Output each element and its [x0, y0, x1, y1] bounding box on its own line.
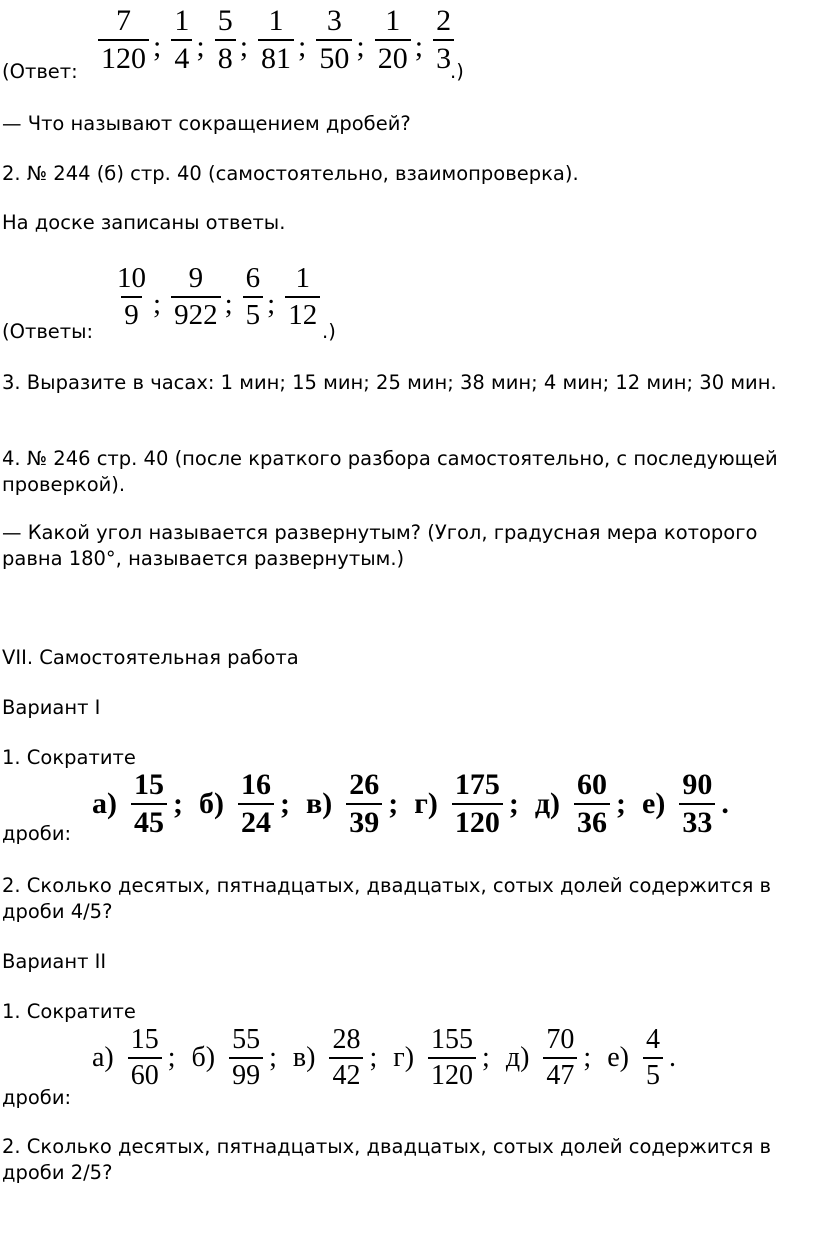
- item-label: б): [199, 787, 224, 820]
- fraction: [329, 1026, 363, 1090]
- fraction: [114, 264, 149, 330]
- variant-1-fractions-row: [92, 770, 739, 838]
- fraction-numerator: 15: [130, 1024, 159, 1055]
- fraction-denominator: 120: [452, 803, 503, 838]
- fraction-numerator: 10: [117, 262, 146, 294]
- separator: ;: [267, 287, 276, 320]
- separator: ;: [616, 787, 626, 820]
- fraction-denominator: 24: [238, 803, 274, 838]
- fraction: [229, 1026, 263, 1090]
- separator: ;: [388, 787, 399, 820]
- separator: ;: [167, 1042, 176, 1073]
- separator: ;: [224, 287, 233, 320]
- fraction-numerator: 16: [241, 768, 271, 801]
- fraction-numerator: 175: [454, 768, 500, 801]
- fraction: [316, 6, 352, 74]
- fraction-denominator: 33: [679, 803, 715, 838]
- answers-suffix: .): [322, 320, 336, 343]
- separator: ;: [583, 1042, 592, 1073]
- fraction-denominator: 36: [574, 803, 610, 838]
- fraction: [128, 1026, 162, 1090]
- fraction: [346, 770, 382, 838]
- fraction-denominator: 5: [243, 296, 264, 330]
- answer-suffix: .): [450, 60, 464, 83]
- board-answers-note: На доске записаны ответы.: [2, 211, 286, 234]
- fraction: [679, 770, 715, 838]
- fraction-denominator: 50: [316, 39, 352, 74]
- item-label: г): [393, 1042, 415, 1073]
- fraction-denominator: 8: [215, 39, 236, 74]
- fraction: [375, 6, 411, 74]
- separator: ;: [414, 30, 424, 63]
- separator: ;: [196, 30, 205, 63]
- separator: ;: [239, 30, 249, 63]
- separator: ;: [508, 787, 519, 820]
- fraction-numerator: 1: [268, 4, 284, 37]
- fraction-numerator: 15: [134, 768, 164, 801]
- question-straight-angle: — Какой угол называется развернутым? (Угол, градусная мера которого равна 180°, называется развернутым.): [2, 521, 758, 570]
- fraction: [243, 264, 264, 330]
- item-label: а): [92, 1042, 114, 1073]
- item-label: в): [292, 1042, 316, 1073]
- fraction-denominator: 120: [428, 1057, 476, 1090]
- answer-fractions-row: [98, 6, 454, 74]
- answers-prefix: (Ответы:: [2, 320, 94, 343]
- task-2: 2. № 244 (б) стр. 40 (самостоятельно, взаимопроверка).: [2, 162, 579, 185]
- separator: ;: [269, 1042, 277, 1073]
- variant-2-task-1-label: 1. Сократите: [2, 1000, 136, 1023]
- question-reduction: — Что называют сокращением дробей?: [2, 112, 411, 135]
- fraction-numerator: 5: [217, 4, 233, 37]
- variant-1-task-1-label: 1. Сократите: [2, 746, 136, 769]
- fraction-numerator: 1: [385, 4, 401, 37]
- separator: .: [668, 1042, 676, 1073]
- fraction-numerator: 26: [349, 768, 380, 801]
- separator: ;: [173, 787, 183, 820]
- fraction-denominator: 12: [285, 296, 320, 330]
- item-label: д): [505, 1042, 530, 1073]
- separator: ;: [482, 1042, 490, 1073]
- task-3: 3. Выразите в часах: 1 мин; 15 мин; 25 мин; 38 мин; 4 мин; 12 мин; 30 мин.: [2, 371, 777, 394]
- fraction-denominator: 99: [229, 1057, 263, 1090]
- separator: ;: [153, 287, 162, 320]
- fraction: [131, 770, 167, 838]
- fraction-denominator: 60: [128, 1057, 162, 1090]
- separator: ;: [298, 30, 307, 63]
- fraction: [171, 264, 221, 330]
- fraction-numerator: 28: [332, 1024, 361, 1055]
- fraction-denominator: 5: [643, 1057, 663, 1090]
- fraction-numerator: 9: [188, 262, 204, 294]
- fraction-denominator: 20: [375, 39, 411, 74]
- separator: ;: [280, 787, 290, 820]
- fraction-numerator: 7: [116, 4, 131, 37]
- fraction-denominator: 9: [121, 296, 142, 330]
- variant-1-task-2: 2. Сколько десятых, пятнадцатых, двадцатых, сотых долей содержится в дроби 4/5?: [2, 874, 772, 923]
- fraction-numerator: 6: [245, 262, 261, 294]
- fraction: [428, 1026, 476, 1090]
- variant-2-task-2: 2. Сколько десятых, пятнадцатых, двадцатых, сотых долей содержится в дроби 2/5?: [2, 1135, 772, 1184]
- fraction-numerator: 60: [577, 768, 607, 801]
- variant-2-fractions-row: [92, 1026, 686, 1090]
- fraction-denominator: 47: [543, 1057, 577, 1090]
- separator: ;: [369, 1042, 378, 1073]
- variant-2-task-1-suffix: дроби:: [2, 1086, 72, 1109]
- item-label: д): [534, 787, 560, 820]
- fraction: [285, 264, 320, 330]
- fraction: [238, 770, 274, 838]
- fraction: [171, 6, 192, 74]
- fraction-denominator: 39: [346, 803, 382, 838]
- fraction: [452, 770, 503, 838]
- fraction: [215, 6, 236, 74]
- fraction-denominator: 45: [131, 803, 167, 838]
- separator: .: [721, 787, 729, 820]
- item-label: е): [607, 1042, 629, 1073]
- fraction-denominator: 81: [258, 39, 294, 74]
- fraction-numerator: 70: [546, 1024, 575, 1055]
- item-label: а): [92, 787, 117, 820]
- section-title: VII. Самостоятельная работа: [2, 646, 299, 669]
- item-label: е): [642, 787, 666, 820]
- variant-1-title: Вариант I: [2, 696, 101, 719]
- fraction-numerator: 2: [436, 4, 452, 37]
- fraction-numerator: 90: [682, 768, 713, 801]
- item-label: г): [414, 787, 438, 820]
- fraction-numerator: 3: [326, 4, 342, 37]
- fraction: [98, 6, 149, 74]
- fraction: [543, 1026, 577, 1090]
- fraction-numerator: 155: [431, 1024, 474, 1055]
- fraction-denominator: 4: [171, 39, 192, 74]
- item-label: б): [191, 1042, 216, 1073]
- answers-fractions-row: [114, 264, 320, 330]
- fraction-denominator: 922: [171, 296, 221, 330]
- fraction: [258, 6, 294, 74]
- separator: ;: [153, 30, 162, 63]
- variant-2-title: Вариант II: [2, 950, 107, 973]
- fraction-numerator: 55: [232, 1024, 261, 1055]
- fraction-numerator: 4: [645, 1024, 660, 1055]
- fraction-denominator: 3: [433, 39, 454, 74]
- fraction-numerator: 1: [174, 4, 190, 37]
- variant-1-task-1-suffix: дроби:: [2, 822, 72, 845]
- fraction-denominator: 42: [329, 1057, 363, 1090]
- fraction-denominator: 120: [98, 39, 149, 74]
- fraction: [574, 770, 610, 838]
- item-label: в): [306, 787, 333, 820]
- answer-prefix: (Ответ:: [2, 60, 78, 83]
- fraction-numerator: 1: [295, 262, 310, 294]
- task-4: 4. № 246 стр. 40 (после краткого разбора самостоятельно, с последующей проверкой).: [2, 447, 778, 496]
- separator: ;: [356, 30, 365, 63]
- fraction: [643, 1026, 663, 1090]
